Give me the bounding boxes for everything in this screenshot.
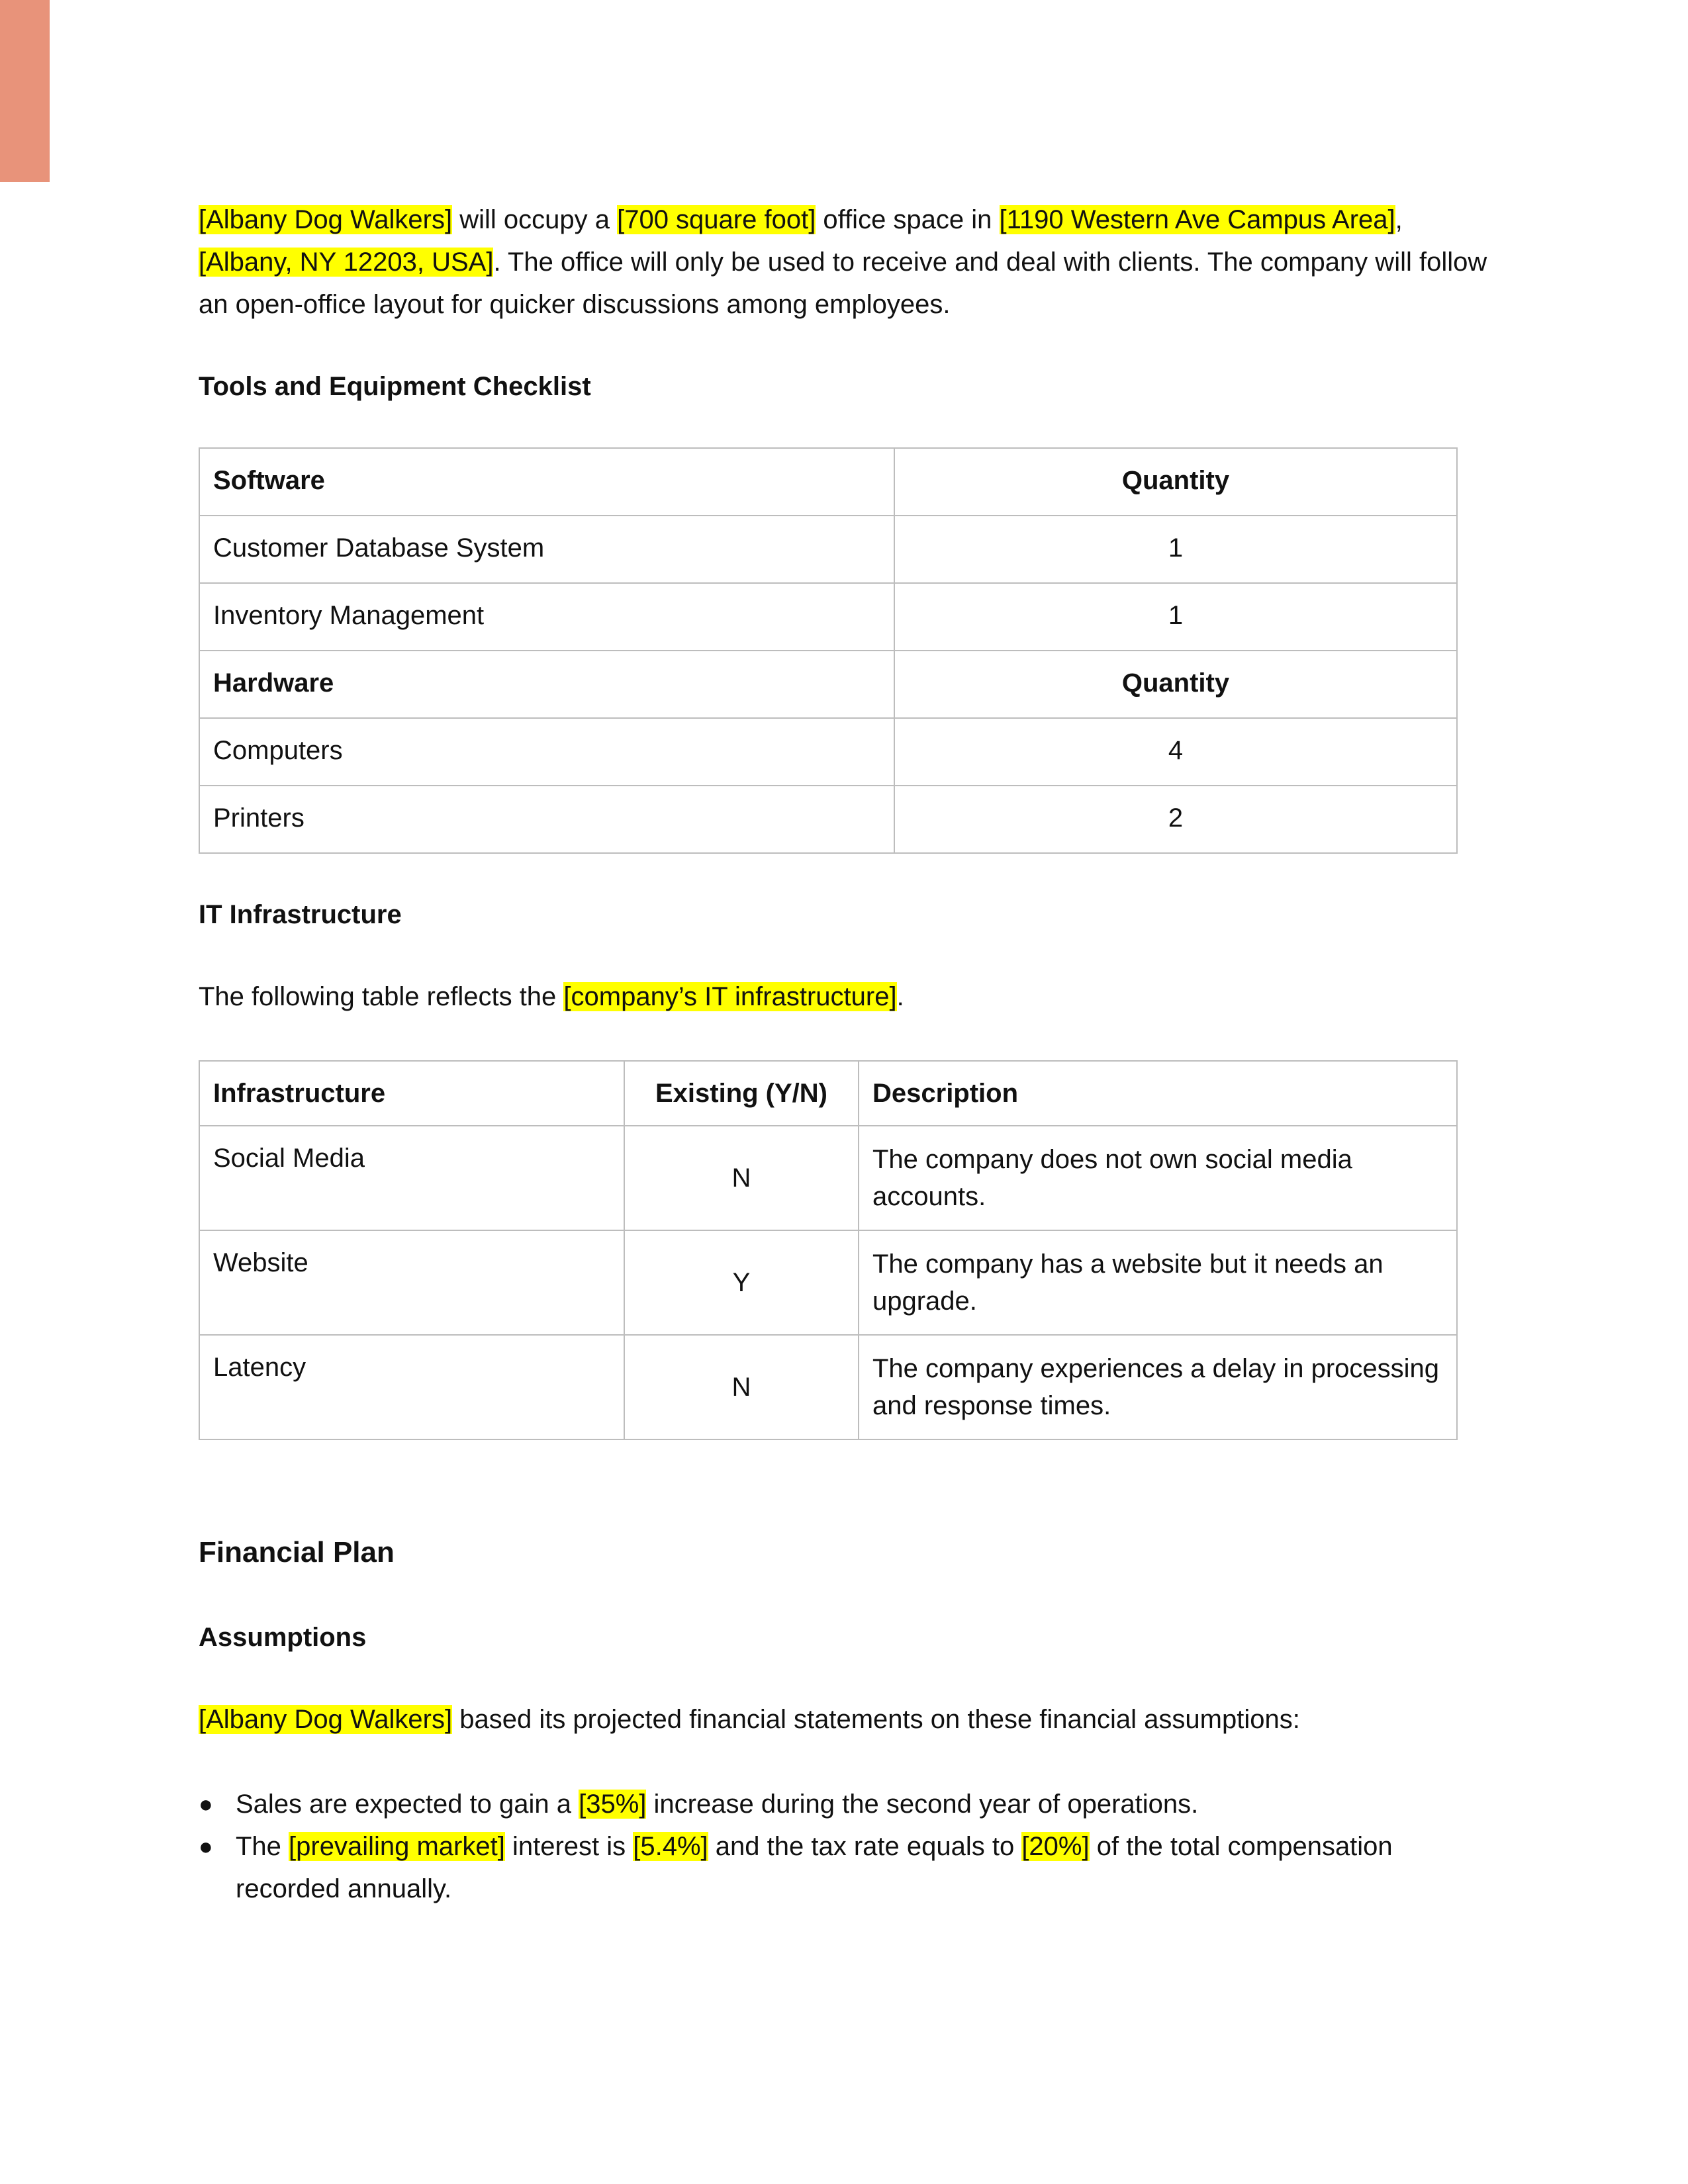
address-placeholder: [1190 Western Ave Campus Area]	[999, 205, 1395, 234]
assumptions-list	[199, 1783, 1496, 1910]
hardware-item: Printers	[199, 786, 894, 853]
table-row	[199, 1335, 1457, 1439]
list-item: ● Sales are expected to gain a [35%] increase during the second year of operations.	[199, 1783, 1496, 1825]
infrastructure-description: The company has a website but it needs an upgrade.	[859, 1230, 1457, 1335]
hardware-quantity-header: Quantity	[894, 651, 1457, 718]
it-intro-paragraph: The following table reflects the [company’s IT infrastructure].	[199, 982, 904, 1011]
interest-rate-placeholder: [5.4%]	[633, 1832, 708, 1861]
assumptions-paragraph: [Albany Dog Walkers] based its projected financial statements on these financial assumptions:	[199, 1705, 1300, 1734]
software-quantity: 1	[894, 516, 1457, 583]
tools-equipment-table	[199, 447, 1458, 854]
document-page	[199, 199, 1496, 1910]
software-item: Inventory Management	[199, 583, 894, 651]
tools-heading: Tools and Equipment Checklist	[199, 372, 591, 401]
software-item: Customer Database System	[199, 516, 894, 583]
corner-accent-tab	[0, 0, 50, 182]
infrastructure-name: Latency	[199, 1335, 624, 1439]
hardware-item: Computers	[199, 718, 894, 786]
table-row	[199, 718, 1457, 786]
infrastructure-description: The company experiences a delay in processing and response times.	[859, 1335, 1457, 1439]
table-row	[199, 651, 1457, 718]
market-placeholder: [prevailing market]	[289, 1832, 505, 1861]
infrastructure-header: Infrastructure	[199, 1061, 624, 1126]
hardware-quantity: 2	[894, 786, 1457, 853]
software-quantity: 1	[894, 583, 1457, 651]
description-header: Description	[859, 1061, 1457, 1126]
tax-rate-placeholder: [20%]	[1021, 1832, 1090, 1861]
existing-header: Existing (Y/N)	[624, 1061, 859, 1126]
existing-value: N	[624, 1335, 859, 1439]
company-name-placeholder: [Albany Dog Walkers]	[199, 1705, 453, 1734]
city-placeholder: [Albany, NY 12203, USA]	[199, 248, 494, 277]
company-name-placeholder: [Albany Dog Walkers]	[199, 205, 453, 234]
financial-plan-heading: Financial Plan	[199, 1536, 395, 1569]
table-row	[199, 583, 1457, 651]
infrastructure-description: The company does not own social media accounts.	[859, 1126, 1457, 1230]
sales-growth-placeholder: [35%]	[579, 1790, 647, 1819]
list-item: ● The [prevailing market] interest is [5.4%] and the tax rate equals to [20%] of the total compensation recorded annually.	[199, 1825, 1496, 1910]
infrastructure-name: Social Media	[199, 1126, 624, 1230]
table-row	[199, 516, 1457, 583]
software-header: Software	[199, 448, 894, 516]
assumptions-heading: Assumptions	[199, 1623, 367, 1652]
table-row	[199, 786, 1457, 853]
hardware-header: Hardware	[199, 651, 894, 718]
office-paragraph: [Albany Dog Walkers] will occupy a [700 square foot] office space in [1190 Western Ave Campus Area], [Albany, NY 12203, USA]. The office will only be used to receive and deal with clients. The company will follow an open-office layout for quicker discussions among employees.	[199, 205, 1487, 319]
existing-value: Y	[624, 1230, 859, 1335]
hardware-quantity: 4	[894, 718, 1457, 786]
it-infrastructure-placeholder: [company’s IT infrastructure]	[563, 982, 897, 1011]
software-quantity-header: Quantity	[894, 448, 1457, 516]
existing-value: N	[624, 1126, 859, 1230]
infrastructure-name: Website	[199, 1230, 624, 1335]
table-row	[199, 1126, 1457, 1230]
table-row	[199, 1061, 1457, 1126]
office-size-placeholder: [700 square foot]	[617, 205, 816, 234]
it-infrastructure-table	[199, 1060, 1458, 1440]
table-row	[199, 448, 1457, 516]
it-infrastructure-heading: IT Infrastructure	[199, 900, 402, 929]
table-row	[199, 1230, 1457, 1335]
